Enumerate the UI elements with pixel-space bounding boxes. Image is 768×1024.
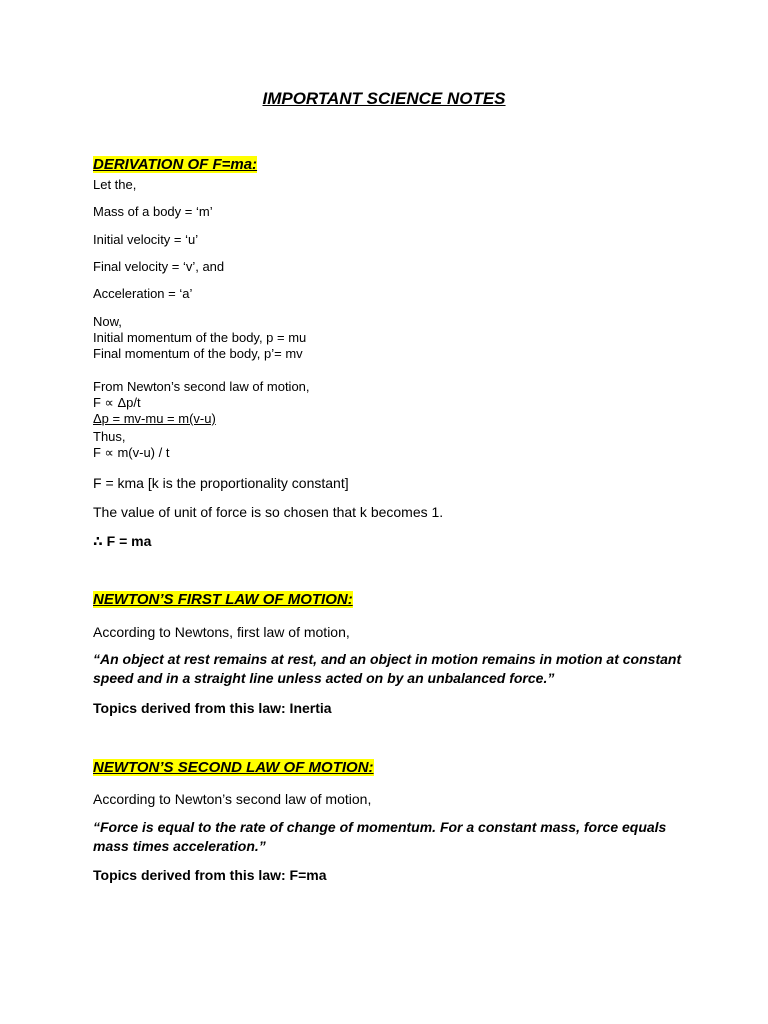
first-law-heading-text: NEWTON’S FIRST LAW OF MOTION: xyxy=(93,591,353,608)
conclusion-line: ∴ F = ma xyxy=(93,533,152,549)
derivation-heading-text: DERIVATION OF F=ma: xyxy=(93,156,258,173)
second-law-heading xyxy=(93,758,374,777)
f-kma-line: F = kma [k is the proportionality constant] xyxy=(93,475,349,491)
initial-momentum-line: Initial momentum of the body, p = mu xyxy=(93,330,307,345)
second-law-intro: According to Newton’s second law of motion, xyxy=(93,791,372,807)
f-prop-m-line: F ∝ m(v-u) / t xyxy=(93,445,170,460)
from-newton-line: From Newton’s second law of motion, xyxy=(93,379,310,394)
final-velocity-line: Final velocity = ‘v’, and xyxy=(93,259,225,274)
let-the-line: Let the, xyxy=(93,177,137,192)
first-law-heading xyxy=(93,590,353,609)
document-title: IMPORTANT SCIENCE NOTES xyxy=(262,89,506,108)
acceleration-line: Acceleration = ‘a’ xyxy=(93,286,193,301)
second-law-topics: Topics derived from this law: F=ma xyxy=(93,867,327,883)
first-law-topics: Topics derived from this law: Inertia xyxy=(93,700,332,716)
final-momentum-line: Final momentum of the body, p’= mv xyxy=(93,346,303,361)
first-law-quote: “An object at rest remains at rest, and an object in motion remains in motion at constant speed and in a straight line unless acted on by an unbalanced force.” xyxy=(93,651,682,686)
derivation-heading xyxy=(93,155,257,174)
now-line: Now, xyxy=(93,314,122,329)
initial-velocity-line: Initial velocity = ‘u’ xyxy=(93,232,199,247)
second-law-quote: “Force is equal to the rate of change of momentum. For a constant mass, force equals mass times acceleration.” xyxy=(93,819,667,854)
unit-value-line: The value of unit of force is so chosen that k becomes 1. xyxy=(93,504,444,520)
second-law-heading-text: NEWTON’S SECOND LAW OF MOTION: xyxy=(93,759,374,776)
mass-line: Mass of a body = ‘m’ xyxy=(93,204,213,219)
delta-p-line: Δp = mv-mu = m(v-u) xyxy=(93,411,216,426)
f-prop-dp-line: F ∝ Δp/t xyxy=(93,395,141,410)
thus-line: Thus, xyxy=(93,429,126,444)
first-law-intro: According to Newtons, first law of motion, xyxy=(93,624,350,640)
